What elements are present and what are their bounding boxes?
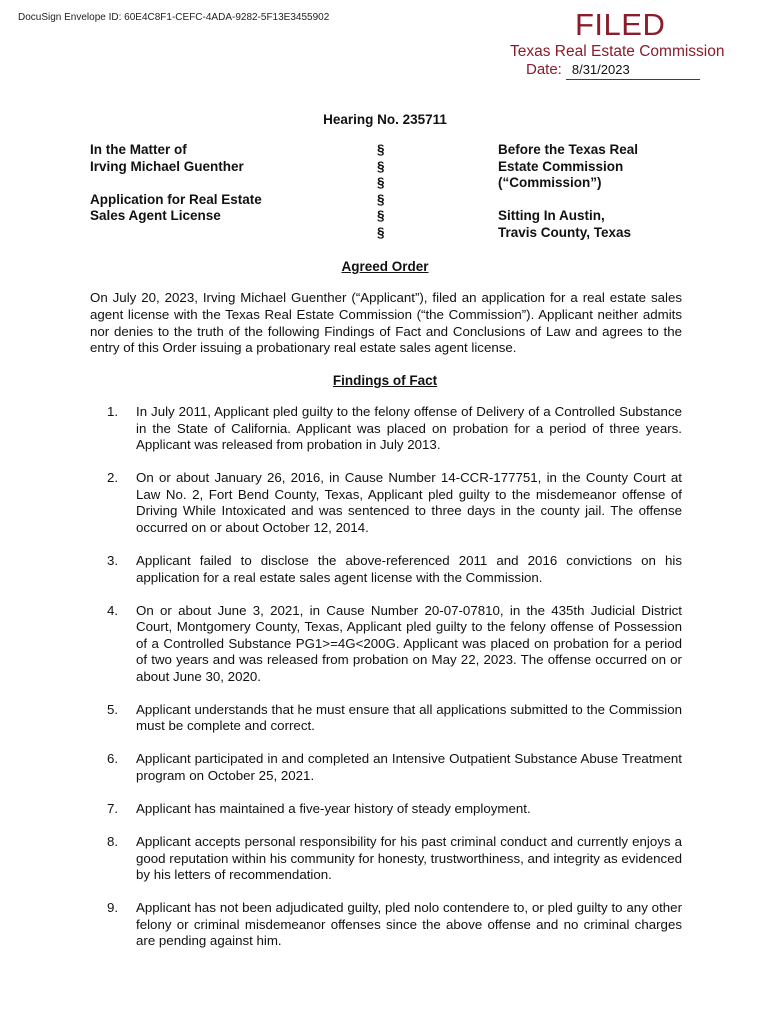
finding-number: 5.	[107, 701, 119, 717]
finding-text: Applicant accepts personal responsibility for his past criminal conduct and currently enjoys a good reputation within his community for honesty, trustworthiness, and integrity as evidenced by his letters of recommendation.	[136, 834, 682, 883]
section-symbol: §	[377, 191, 385, 207]
caption-left	[90, 142, 340, 225]
finding-item	[90, 553, 682, 586]
finding-text: On or about January 26, 2016, in Cause Number 14-CCR-177751, in the County Court at Law No. 2, Fort Bend County, Texas, Applicant pled guilty to the misdemeanor offense of Driving While Intoxicated and was sentenced to three days in the county jail. The offense occurred on or about October 12, 2014.	[136, 470, 682, 535]
stamp-date-line	[526, 61, 738, 80]
caption-spacer	[498, 192, 718, 209]
filed-stamp	[508, 8, 738, 80]
caption-right-line: Sitting In Austin,	[498, 208, 605, 224]
finding-number: 2.	[107, 470, 119, 486]
finding-item	[90, 834, 682, 884]
stamp-date-value: 8/31/2023	[566, 61, 700, 80]
caption-right-line: Estate Commission	[498, 158, 624, 174]
caption-spacer	[90, 175, 340, 192]
finding-number: 8.	[107, 834, 119, 850]
section-symbols	[377, 142, 397, 242]
section-symbol: §	[377, 208, 385, 224]
caption-left-line: Application for Real Estate	[90, 191, 262, 207]
finding-text: Applicant failed to disclose the above-referenced 2011 and 2016 convictions on his application for a real estate sales agent license with the Commission.	[136, 552, 682, 585]
finding-item	[90, 470, 682, 536]
caption-left-line: Sales Agent License	[90, 208, 221, 224]
caption-right-line: Travis County, Texas	[498, 224, 632, 240]
finding-text: Applicant participated in and completed an Intensive Outpatient Substance Abuse Treatment program on October 25, 2021.	[136, 751, 682, 784]
section-symbol: §	[377, 175, 385, 191]
section-symbol: §	[377, 158, 385, 174]
finding-text: On or about June 3, 2021, in Cause Number 20-07-07810, in the 435th Judicial District Court, Montgomery County, Texas, Applicant pled guilty to the felony offense of Possession of a Controlled Substance PG1>=4G<200G. Applicant was placed on probation for a period of two years and was released from probation on May 22, 2023. The offense occurred on or about June 30, 2020.	[136, 602, 682, 684]
finding-item	[90, 603, 682, 686]
finding-item	[90, 801, 682, 818]
caption-left-line: Irving Michael Guenther	[90, 158, 244, 174]
finding-number: 3.	[107, 552, 119, 568]
agreed-order-title: Agreed Order	[341, 259, 429, 274]
caption-right	[498, 142, 718, 242]
finding-item	[90, 900, 682, 950]
finding-number: 6.	[107, 751, 119, 767]
finding-text: Applicant has maintained a five-year history of steady employment.	[136, 801, 531, 817]
filed-label: FILED	[575, 7, 666, 42]
finding-item	[90, 751, 682, 784]
finding-text: Applicant understands that he must ensure that all applications submitted to the Commission must be complete and correct.	[136, 701, 682, 734]
finding-number: 1.	[107, 404, 119, 419]
finding-number: 7.	[107, 801, 119, 817]
finding-item	[90, 702, 682, 735]
stamp-agency: Texas Real Estate Commission	[510, 43, 725, 60]
findings-list	[90, 404, 682, 966]
envelope-id: DocuSign Envelope ID: 60E4C8F1-CEFC-4ADA-9282-5F13E3455902	[18, 12, 330, 23]
finding-text: Applicant has not been adjudicated guilty, pled nolo contendere to, or pled guilty to any other felony or criminal misdemeanor offenses since the above offense and no criminal charges are pending against him.	[136, 900, 682, 949]
caption-left-line: In the Matter of	[90, 142, 187, 157]
section-symbol: §	[377, 224, 385, 240]
section-symbol: §	[377, 142, 385, 157]
findings-title: Findings of Fact	[332, 373, 438, 388]
caption-right-line: Before the Texas Real	[498, 142, 639, 157]
finding-item	[90, 404, 682, 454]
hearing-number: Hearing No. 235711	[323, 112, 447, 127]
caption-right-line: (“Commission”)	[498, 175, 602, 191]
finding-number: 9.	[107, 900, 119, 916]
finding-text: In July 2011, Applicant pled guilty to the felony offense of Delivery of a Controlled Substance in the State of California. Applicant was placed on probation for a period of three years. Applicant was released from probation in July 2013.	[136, 404, 682, 453]
stamp-date-label: Date:	[526, 61, 562, 78]
finding-number: 4.	[107, 602, 119, 618]
intro-paragraph: On July 20, 2023, Irving Michael Guenther (“Applicant”), filed an application for a real estate sales agent license with the Texas Real Estate Commission (“the Commission”). Applicant neither admits nor denies to the truth of the following Findings of Fact and Conclusions of Law and agrees to the entry of this Order issuing a probationary real estate sales agent license.	[90, 290, 682, 356]
